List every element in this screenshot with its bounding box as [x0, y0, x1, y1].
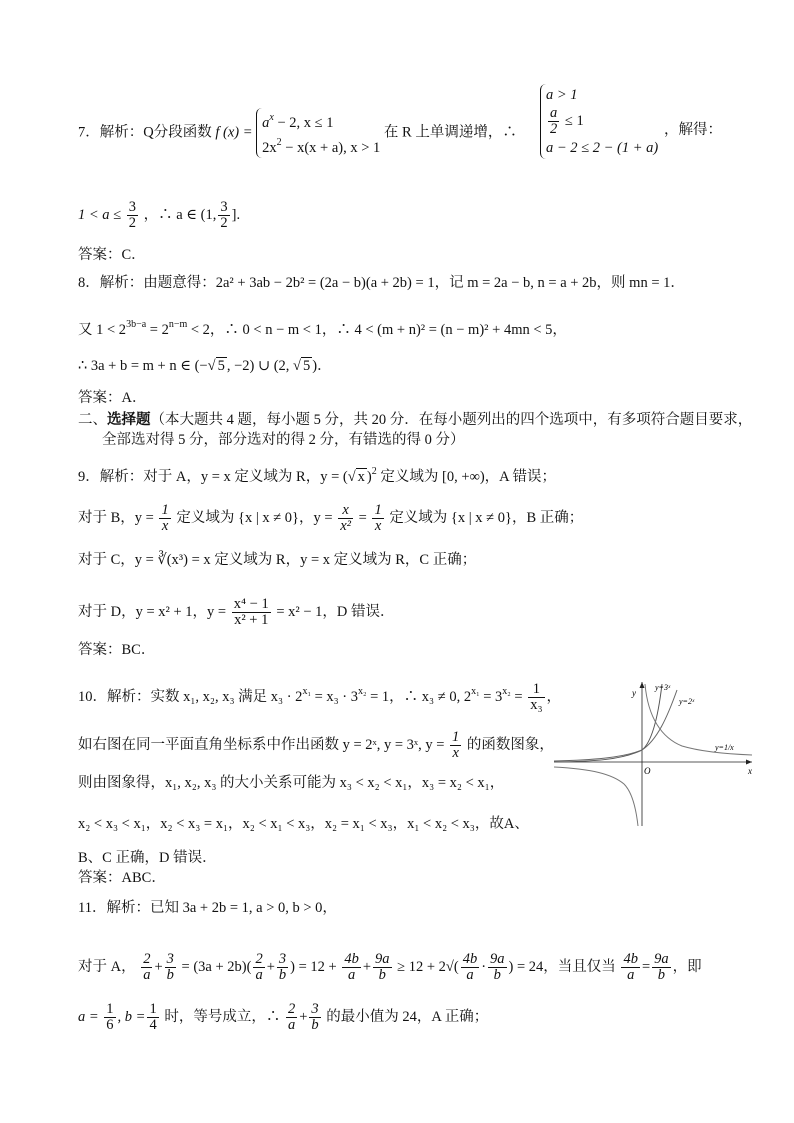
q7-intro: 7．解析：Q分段函数	[78, 124, 212, 141]
q7-solve: ，解得：	[664, 122, 722, 138]
q10-line4: x₂ < x₃ < x₁，x₂ < x₃ = x₁，x₂ < x₁ < x₃，x₂ = x₁ < x₃，x₁ < x₂ < x₃，故A、	[78, 816, 529, 832]
q10-function-graph	[552, 678, 757, 828]
q11-line3: a = $\frac{1}{6}$ , b = $\frac{1}{4}$ 时，等号成立，∴ $\frac{2}{a}$ + $\frac{3}{b}$ 的最小值为 24，A 正确；	[78, 1001, 489, 1033]
section-heading-2: 全部选对得 5 分，部分选对的得 2 分，有错选的得 0 分）	[102, 432, 465, 448]
q7-fx: f (x) =	[215, 124, 253, 141]
y-axis-arrow	[640, 682, 645, 688]
q7-line1	[78, 108, 517, 158]
label-2x: y=2ˣ	[679, 697, 695, 706]
q9-line3: 对于 C，y = ∛(x³) = x 定义域为 R，y = x 定义域为 R，C 正确；	[78, 552, 477, 568]
section-heading: 二、选择题（本大题共 4 题，每小题 5 分，共 20 分．在每小题列出的四个选项中，有多项符合题目要求，	[78, 412, 753, 428]
q8-line3: ∴ 3a + b = m + n ∈ (−√ 5 , −2) ∪ (2, √ 5 )．	[78, 358, 332, 374]
q9-line4: 对于 D，y = x² + 1，y = $\frac{\text{x⁴ − 1}}{\text{x² + 1}}$ = x² − 1，D 错误．	[78, 596, 395, 628]
q10-line3: 则由图象得，x₁, x₂, x₃ 的大小关系可能为 x₃ < x₂ < x₁，x₃ = x₂ < x₁，	[78, 775, 505, 791]
q9-line1: 9．解析：对于 A，y = x 定义域为 R，y = (√ x )$^2$ 定义域为 [0, +∞)，A 错误；	[78, 466, 556, 485]
label-3x: y=3ˣ	[655, 683, 671, 692]
y-axis-label: y	[632, 688, 636, 698]
q8-line1: 8．解析：由题意得：2a² + 3ab − 2b² = (2a − b)(a + 2b) = 1，记 m = 2a − b, n = a + 2b，则 mn = 1．	[78, 275, 685, 291]
q11-line1: 11．解析：已知 3a + 2b = 1, a > 0, b > 0，	[78, 900, 337, 916]
q7-piecewise: $a^x - 2$, x ≤ 1 $2x^2 - x(x + a)$, x > 1	[256, 108, 380, 158]
q9-answer: 答案：BC．	[78, 642, 156, 658]
q8-line2: 又 $1 < 2^{3b-a} = 2^{n-m} < 2$，∴ 0 < n − m < 1，∴ 4 < (m + n)² = (n − m)² + 4mn < 5，	[78, 319, 567, 338]
q7-mid: 在 R 上单调递增，∴	[383, 124, 517, 141]
q8-answer: 答案：A．	[78, 390, 147, 406]
q10-answer: 答案：ABC．	[78, 870, 166, 886]
curve-3x	[554, 684, 662, 762]
q11-line2: 对于 A， $\frac{2}{a}$ + $\frac{3}{b}$ = (3a + 2b)( $\frac{2}{a}$ + $\frac{3}{b}$ ) = 12 + $\frac{4b}{a}$ + $\frac{9a}{b}$ ≥ 12 + 2√( $\frac{4b}{a}$ · $\frac{9a}{b}$ ) = 24，当且仅当 $\frac{4b}{a}$ = $\frac{9a}{b}$ ，即	[78, 951, 702, 983]
q10-line2: 如右图在同一平面直角坐标系中作出函数 y = 2ˣ, y = 3ˣ, y = $\frac{1}{x}$ 的函数图象，	[78, 729, 554, 761]
q7-result: 1 < a ≤ $\frac{3}{2}$ ，∴ a ∈ (1, $\frac{3}{2}$ ].	[78, 199, 241, 231]
curve-inv-neg	[554, 767, 638, 826]
origin-label: O	[644, 766, 651, 776]
label-inv: y=1/x	[715, 743, 734, 752]
q10-line5: B、C 正确，D 错误．	[78, 850, 217, 866]
q9-line2: 对于 B，y = $\frac{1}{x}$ 定义域为 {x | x ≠ 0}，y = $\frac{x}{\text{x²}}$ = $\frac{1}{x}$ 定义域为 {x | x ≠ 0}，B 正确；	[78, 502, 584, 534]
x-axis-label: x	[748, 766, 752, 776]
x-axis-arrow	[746, 760, 752, 765]
q7-answer: 答案：C．	[78, 247, 146, 263]
q10-line1: 10．解析：实数 x₁, x₂, x₃ 满足 $x_3 \cdot 2^{x_1} = x_3 \cdot 3^{x_2} = 1$，∴ x₃ ≠ 0, $2^{x_1} = 3^{x_2}$ = $\frac{1}{\text{x₃}}$ ，	[78, 681, 562, 714]
q7-conditions: a > 1 $\frac{a}{2}$ ≤ 1 a − 2 ≤ 2 − (1 + a)	[540, 84, 658, 159]
curve-2x	[554, 690, 677, 761]
